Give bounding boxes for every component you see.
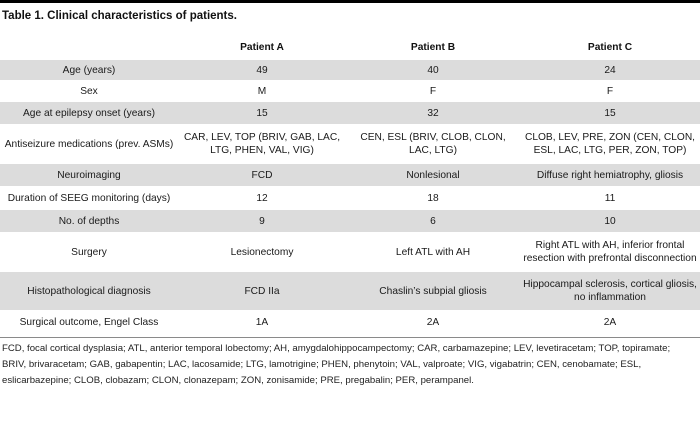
cell-patient-b: Chaslin’s subpial gliosis bbox=[346, 272, 520, 311]
cell-patient-a: FCD bbox=[178, 164, 346, 187]
cell-patient-a: 49 bbox=[178, 60, 346, 81]
cell-patient-b: 18 bbox=[346, 187, 520, 210]
cell-patient-c: CLOB, LEV, PRE, ZON (CEN, CLON, ESL, LAC, LTG, PER, ZON, TOP) bbox=[520, 125, 700, 164]
table-row bbox=[0, 164, 700, 187]
table-row bbox=[0, 210, 700, 233]
cell-patient-a: Lesionectomy bbox=[178, 233, 346, 272]
cell-patient-a: 1A bbox=[178, 311, 346, 334]
table-row bbox=[0, 81, 700, 102]
cell-patient-b: 6 bbox=[346, 210, 520, 233]
header-row bbox=[0, 35, 700, 60]
cell-patient-c: 2A bbox=[520, 311, 700, 334]
row-label: Age (years) bbox=[0, 60, 178, 81]
clinical-table bbox=[0, 35, 700, 333]
header-cell-patient-c: Patient C bbox=[520, 35, 700, 60]
row-label: Sex bbox=[0, 81, 178, 102]
header-cell-patient-a: Patient A bbox=[178, 35, 346, 60]
cell-patient-a: 12 bbox=[178, 187, 346, 210]
row-label: No. of depths bbox=[0, 210, 178, 233]
row-label: Age at epilepsy onset (years) bbox=[0, 102, 178, 125]
table-container bbox=[0, 35, 700, 333]
cell-patient-b: 32 bbox=[346, 102, 520, 125]
bottom-rule bbox=[0, 337, 700, 338]
table-title: Table 1. Clinical characteristics of patients. bbox=[2, 10, 237, 22]
cell-patient-b: 40 bbox=[346, 60, 520, 81]
table-row bbox=[0, 60, 700, 81]
cell-patient-b: Left ATL with AH bbox=[346, 233, 520, 272]
table-footnote: FCD, focal cortical dysplasia; ATL, anterior temporal lobectomy; AH, amygdalohippocampectomy; CAR, carbamazepine; LEV, levetiracetam; TOP, topiramate; BRIV, brivaracetam; GAB, gabapentin; LAC, lacosamide; LTG, lamotrigine; PHEN, phenytoin; VAL, valproate; VIG, vigabatrin; CEN, cenobamate; ESL, eslicarbazepine; CLOB, clobazam; CLON, clonazepam; ZON, zonisamide; PRE, pregabalin; PER, perampanel. bbox=[2, 343, 671, 386]
row-label: Histopathological diagnosis bbox=[0, 272, 178, 311]
top-rule bbox=[0, 0, 700, 3]
row-label: Surgery bbox=[0, 233, 178, 272]
table-row bbox=[0, 125, 700, 164]
cell-patient-a: 15 bbox=[178, 102, 346, 125]
header-cell-label bbox=[0, 35, 178, 60]
cell-patient-c: 10 bbox=[520, 210, 700, 233]
cell-patient-c: 24 bbox=[520, 60, 700, 81]
cell-patient-a: M bbox=[178, 81, 346, 102]
cell-patient-c: Right ATL with AH, inferior frontal resection with prefrontal disconnection bbox=[520, 233, 700, 272]
cell-patient-a: FCD IIa bbox=[178, 272, 346, 311]
cell-patient-a: 9 bbox=[178, 210, 346, 233]
table-row bbox=[0, 272, 700, 311]
cell-patient-c: Diffuse right hemiatrophy, gliosis bbox=[520, 164, 700, 187]
header-cell-patient-b: Patient B bbox=[346, 35, 520, 60]
table-row bbox=[0, 187, 700, 210]
cell-patient-c: 11 bbox=[520, 187, 700, 210]
cell-patient-a: CAR, LEV, TOP (BRIV, GAB, LAC, LTG, PHEN, VAL, VIG) bbox=[178, 125, 346, 164]
row-label: Surgical outcome, Engel Class bbox=[0, 311, 178, 334]
cell-patient-b: 2A bbox=[346, 311, 520, 334]
cell-patient-b: CEN, ESL (BRIV, CLOB, CLON, LAC, LTG) bbox=[346, 125, 520, 164]
cell-patient-b: F bbox=[346, 81, 520, 102]
cell-patient-c: F bbox=[520, 81, 700, 102]
table-row bbox=[0, 311, 700, 334]
table-row bbox=[0, 102, 700, 125]
table-row bbox=[0, 233, 700, 272]
row-label: Neuroimaging bbox=[0, 164, 178, 187]
cell-patient-c: 15 bbox=[520, 102, 700, 125]
cell-patient-b: Nonlesional bbox=[346, 164, 520, 187]
row-label: Antiseizure medications (prev. ASMs) bbox=[0, 125, 178, 164]
row-label: Duration of SEEG monitoring (days) bbox=[0, 187, 178, 210]
cell-patient-c: Hippocampal sclerosis, cortical gliosis, no inflammation bbox=[520, 272, 700, 311]
